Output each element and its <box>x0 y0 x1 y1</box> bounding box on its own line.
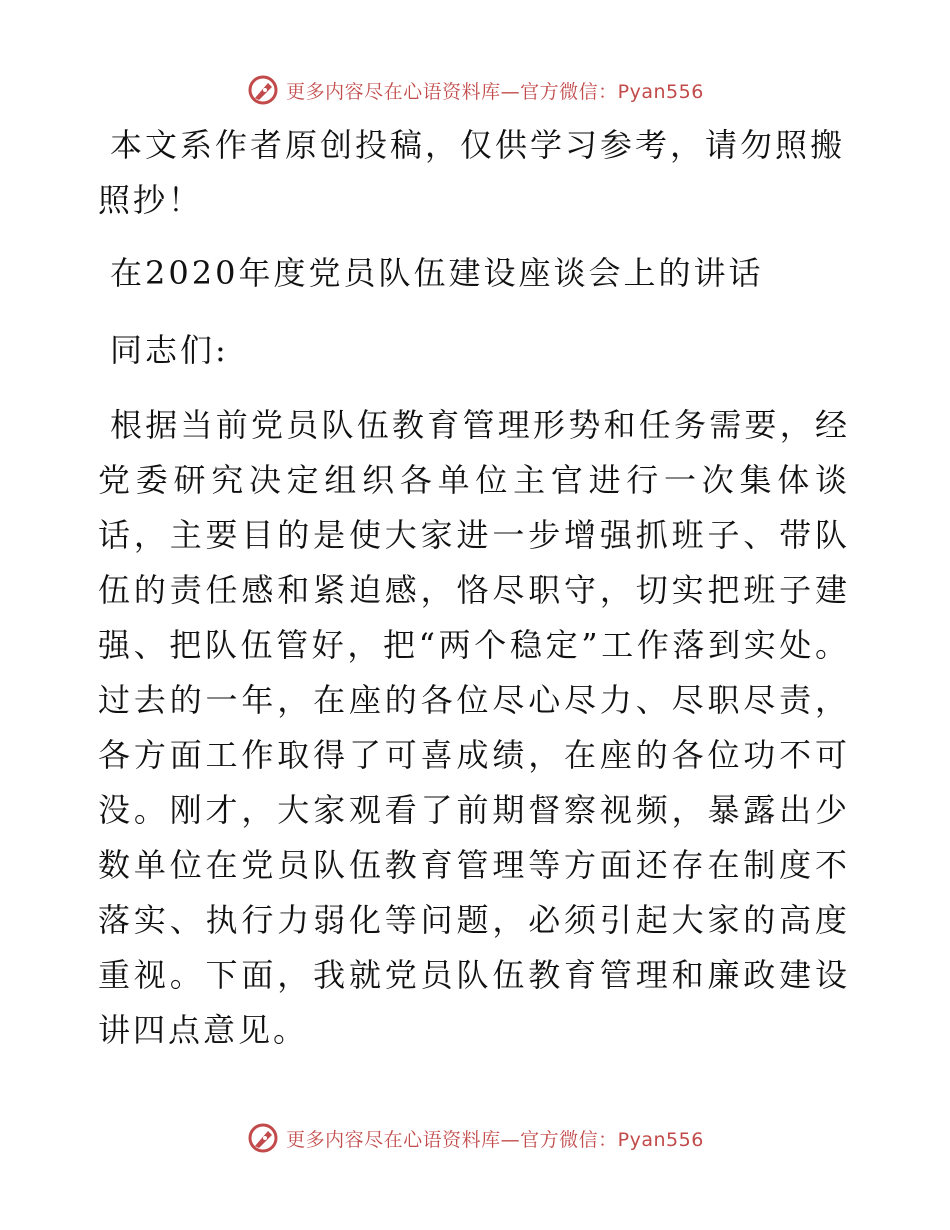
header-banner <box>0 70 950 110</box>
banner-text: 更多内容尽在心语资料库—官方微信：Pyan556 <box>286 80 704 103</box>
banner-text: 更多内容尽在心语资料库—官方微信：Pyan556 <box>286 1128 704 1151</box>
body-paragraph: 根据当前党员队伍教育管理形势和任务需要，经党委研究决定组织各单位主官进行一次集体谈话，主要目的是使大家进一步增强抓班子、带队伍的责任感和紧迫感，恪尽职守，切实把班子建强、把队伍管好，把“两个稳定”工作落到实处。过去的一年，在座的各位尽心尽力、尽职尽责，各方面工作取得了可喜成绩，在座的各位功不可没。刚才，大家观看了前期督察视频，暴露出少数单位在党员队伍教育管理等方面还存在制度不落实、执行力弱化等问题，必须引起大家的高度重视。下面，我就党员队伍教育管理和廉政建设讲四点意见。 <box>98 406 850 1049</box>
pen-nib-logo-icon <box>246 73 280 107</box>
greeting-text: 同志们: <box>110 331 229 369</box>
document-body <box>98 118 850 1058</box>
footer-banner <box>0 1118 950 1158</box>
disclaimer-text: 本文系作者原创投稿，仅供学习参考，请勿照搬照抄！ <box>98 126 846 219</box>
speech-title: 在2020年度党员队伍建设座谈会上的讲话 <box>110 254 764 292</box>
pen-nib-logo-icon <box>246 1121 280 1155</box>
